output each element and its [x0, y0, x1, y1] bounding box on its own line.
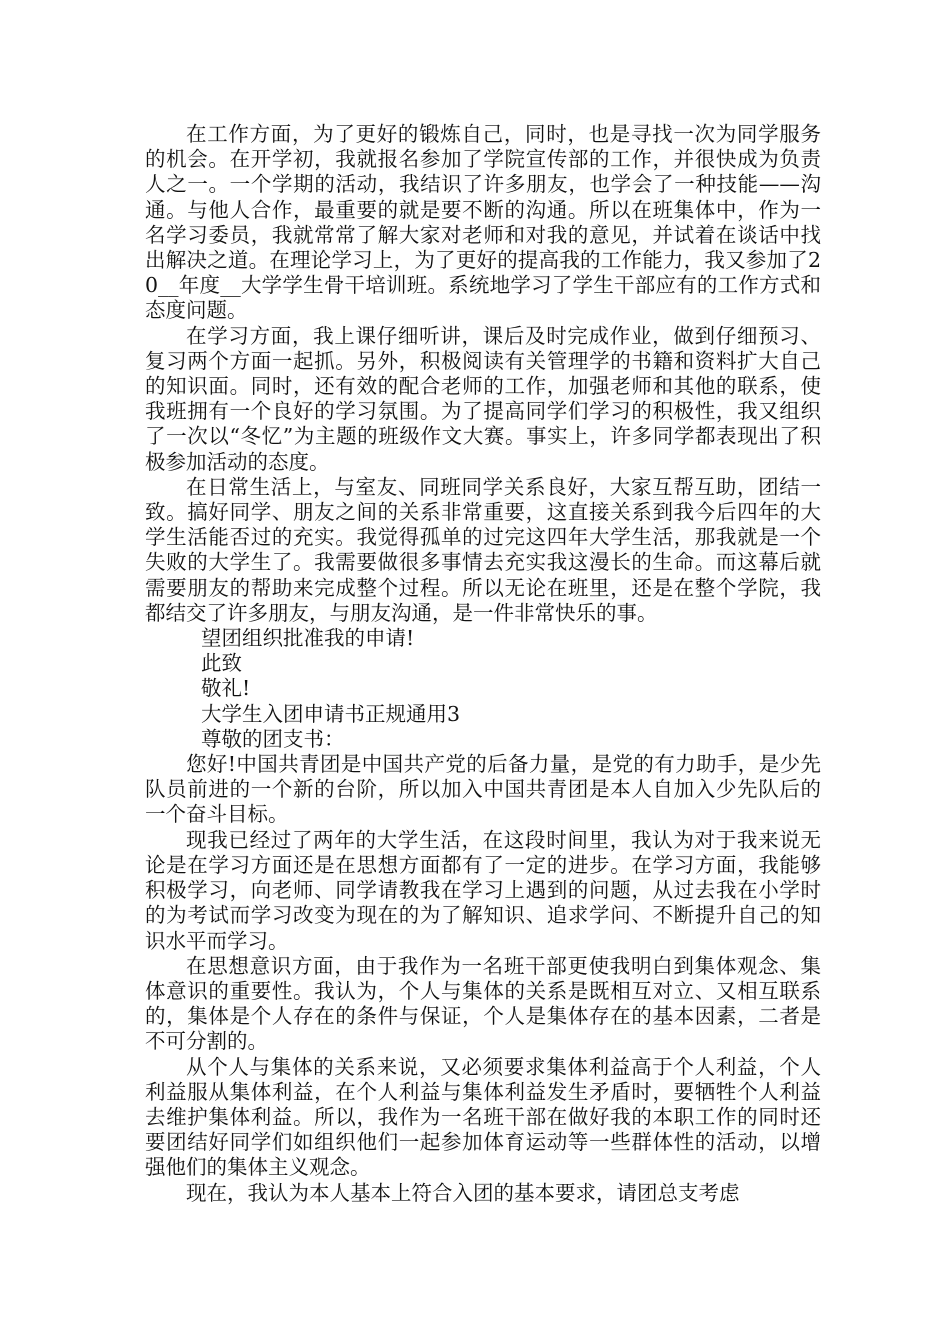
paragraph-progress: 现我已经过了两年的大学生活，在这段时间里，我认为对于我来说无论是在学习方面还是在思想方面都有了一定的进步。在学习方面，我能够积极学习，向老师、同学请教我在学习上遇到的问题，从过去我在小学时的为考试而学习改变为现在的为了解知识、追求学问、不断提升自己的知识水平而学习。	[145, 827, 821, 953]
paragraph-intro: 您好!中国共青团是中国共产党的后备力量，是党的有力助手，是少先队员前进的一个新的台阶，所以加入中国共青团是本人自加入少先队后的一个奋斗目标。	[145, 752, 821, 827]
closing-regards: 敬礼!	[201, 676, 251, 701]
section-title: 大学生入团申请书正规通用3	[201, 701, 461, 726]
document-body	[145, 122, 821, 1206]
request-line: 望团组织批准我的申请!	[201, 626, 415, 651]
greeting: 尊敬的团支书：	[201, 726, 345, 751]
paragraph-ideology: 在思想意识方面，由于我作为一名班干部更使我明白到集体观念、集体意识的重要性。我认为，个人与集体的关系是既相互对立、又相互联系的，集体是个人存在的条件与保证，个人是集体存在的基本因素，二者是不可分割的。	[145, 953, 821, 1054]
paragraph-conclusion: 现在，我认为本人基本上符合入团的基本要求，请团总支考虑	[186, 1180, 740, 1205]
closing-salutation: 此致	[201, 651, 242, 676]
paragraph-daily-life: 在日常生活上，与室友、同班同学关系良好，大家互帮互助，团结一致。搞好同学、朋友之间的关系非常重要，这直接关系到我今后四年的大学生活能否过的充实。我觉得孤单的过完这四年大学生活，那我就是一个失败的大学生了。我需要做很多事情去充实我这漫长的生命。而这幕后就需要朋友的帮助来完成整个过程。所以无论在班里，还是在整个学院，我都结交了许多朋友，与朋友沟通，是一件非常快乐的事。	[145, 474, 821, 625]
paragraph-work: 在工作方面，为了更好的锻炼自己，同时，也是寻找一次为同学服务的机会。在开学初，我就报名参加了学院宣传部的工作，并很快成为负责人之一。一个学期的活动，我结识了许多朋友，也学会了一种技能——沟通。与他人合作，最重要的就是要不断的沟通。所以在班集体中，作为一名学习委员，我就常常了解大家对老师和对我的意见，并试着在谈话中找出解决之道。在理论学习上，为了更好的提高我的工作能力，我又参加了20__年度__大学学生骨干培训班。系统地学习了学生干部应有的工作方式和态度问题。	[145, 122, 821, 323]
paragraph-collective: 从个人与集体的关系来说，又必须要求集体利益高于个人利益，个人利益服从集体利益，在个人利益与集体利益发生矛盾时，要牺牲个人利益去维护集体利益。所以，我作为一名班干部在做好我的本职工作的同时还要团结好同学们如组织他们一起参加体育运动等一些群体性的活动，以增强他们的集体主义观念。	[145, 1054, 821, 1180]
paragraph-study: 在学习方面，我上课仔细听讲，课后及时完成作业，做到仔细预习、复习两个方面一起抓。另外，积极阅读有关管理学的书籍和资料扩大自己的知识面。同时，还有效的配合老师的工作，加强老师和其他的联系，使我班拥有一个良好的学习氛围。为了提高同学们学习的积极性，我又组织了一次以“冬忆”为主题的班级作文大赛。事实上，许多同学都表现出了积极参加活动的态度。	[145, 323, 821, 474]
